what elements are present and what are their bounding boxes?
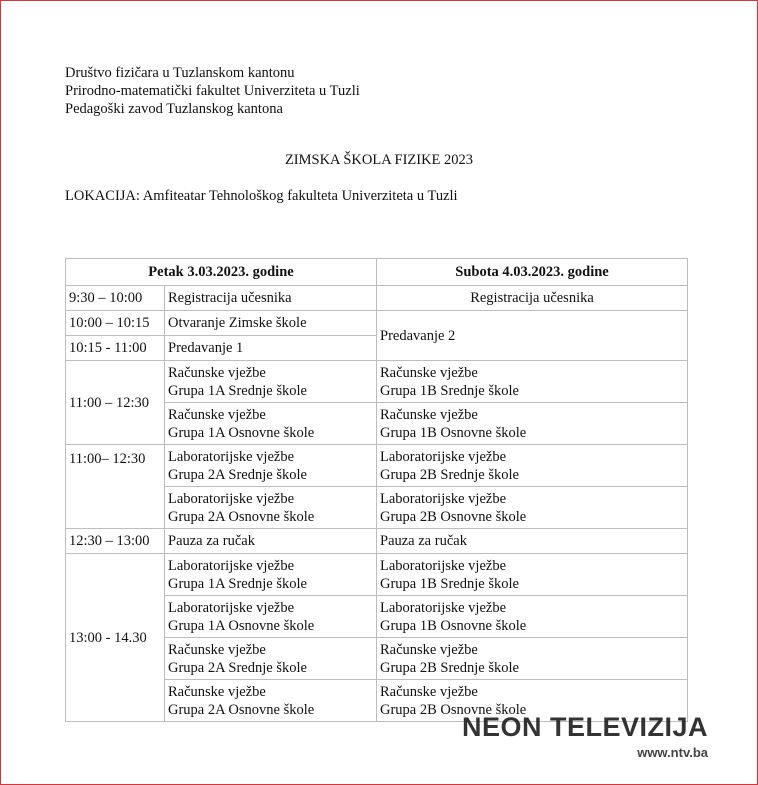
time-cell: 10:00 – 10:15 bbox=[66, 311, 165, 336]
group-label: Grupa 2B Srednje škole bbox=[380, 466, 519, 483]
friday-cell: Otvaranje Zimske škole bbox=[165, 311, 377, 336]
group-label: Grupa 1A Osnovne škole bbox=[168, 424, 315, 441]
group-label: Grupa 1A Srednje škole bbox=[168, 382, 307, 399]
document-title: ZIMSKA ŠKOLA FIZIKE 2023 bbox=[284, 152, 474, 168]
activity-label: Računske vježbe bbox=[168, 641, 266, 658]
friday-cell: Predavanje 1 bbox=[165, 336, 377, 361]
friday-cell bbox=[165, 487, 377, 529]
group-label: Grupa 2B Srednje škole bbox=[380, 659, 519, 676]
organizer-line-3: Pedagoški zavod Tuzlanskog kantona bbox=[65, 101, 283, 117]
friday-cell bbox=[165, 680, 377, 722]
group-label: Grupa 2A Osnovne škole bbox=[168, 701, 315, 718]
saturday-cell bbox=[377, 403, 688, 445]
activity-label: Laboratorijske vježbe bbox=[168, 557, 295, 574]
friday-cell bbox=[165, 638, 377, 680]
activity-label: Računske vježbe bbox=[380, 406, 478, 423]
location-line: LOKACIJA: Amfiteatar Tehnološkog fakulteta Univerziteta u Tuzli bbox=[65, 188, 458, 204]
saturday-cell: Pauza za ručak bbox=[377, 529, 688, 554]
activity-label: Računske vježbe bbox=[380, 683, 478, 700]
time-cell: 9:30 – 10:00 bbox=[66, 286, 165, 311]
time-cell: 13:00 - 14.30 bbox=[66, 554, 165, 722]
activity-label: Računske vježbe bbox=[168, 406, 266, 423]
group-label: Grupa 1B Osnovne škole bbox=[380, 424, 527, 441]
time-cell: 11:00– 12:30 bbox=[66, 445, 165, 529]
organizer-line-1: Društvo fizičara u Tuzlanskom kantonu bbox=[65, 65, 295, 81]
activity-label: Računske vježbe bbox=[168, 364, 266, 381]
friday-column-header: Petak 3.03.2023. godine bbox=[66, 259, 377, 286]
schedule-table bbox=[65, 258, 688, 722]
friday-cell: Registracija učesnika bbox=[165, 286, 377, 311]
group-label: Grupa 2B Osnovne škole bbox=[380, 508, 527, 525]
friday-cell bbox=[165, 445, 377, 487]
tv-watermark bbox=[462, 712, 708, 760]
activity-label: Računske vježbe bbox=[380, 364, 478, 381]
time-cell: 12:30 – 13:00 bbox=[66, 529, 165, 554]
activity-label: Laboratorijske vježbe bbox=[380, 557, 507, 574]
table-row bbox=[66, 529, 688, 554]
organizers-header bbox=[65, 64, 360, 118]
activity-label: Laboratorijske vježbe bbox=[380, 448, 507, 465]
saturday-cell bbox=[377, 596, 688, 638]
group-label: Grupa 1A Srednje škole bbox=[168, 575, 307, 592]
saturday-cell bbox=[377, 361, 688, 403]
saturday-column-header: Subota 4.03.2023. godine bbox=[377, 259, 688, 286]
activity-label: Računske vježbe bbox=[380, 641, 478, 658]
group-label: Grupa 2A Srednje škole bbox=[168, 659, 307, 676]
activity-label: Računske vježbe bbox=[168, 683, 266, 700]
friday-cell: Pauza za ručak bbox=[165, 529, 377, 554]
time-cell: 10:15 - 11:00 bbox=[66, 336, 165, 361]
friday-cell bbox=[165, 554, 377, 596]
group-label: Grupa 2A Osnovne škole bbox=[168, 508, 315, 525]
group-label: Grupa 1B Srednje škole bbox=[380, 382, 519, 399]
saturday-cell bbox=[377, 638, 688, 680]
group-label: Grupa 1A Osnovne škole bbox=[168, 617, 315, 634]
group-label: Grupa 2A Srednje škole bbox=[168, 466, 307, 483]
saturday-cell: Registracija učesnika bbox=[377, 286, 688, 311]
activity-label: Laboratorijske vježbe bbox=[168, 490, 295, 507]
friday-cell bbox=[165, 403, 377, 445]
table-row bbox=[66, 311, 688, 336]
group-label: Grupa 1B Osnovne škole bbox=[380, 617, 527, 634]
saturday-cell bbox=[377, 487, 688, 529]
saturday-cell bbox=[377, 445, 688, 487]
table-row bbox=[66, 361, 688, 403]
activity-label: Laboratorijske vježbe bbox=[168, 448, 295, 465]
activity-label: Laboratorijske vježbe bbox=[380, 599, 507, 616]
table-row bbox=[66, 445, 688, 487]
group-label: Grupa 1B Srednje škole bbox=[380, 575, 519, 592]
time-cell: 11:00 – 12:30 bbox=[66, 361, 165, 445]
friday-cell bbox=[165, 596, 377, 638]
activity-label: Laboratorijske vježbe bbox=[168, 599, 295, 616]
saturday-cell: Predavanje 2 bbox=[377, 311, 688, 361]
activity-label: Laboratorijske vježbe bbox=[380, 490, 507, 507]
table-row bbox=[66, 554, 688, 596]
watermark-url: www.ntv.ba bbox=[637, 745, 708, 760]
friday-cell bbox=[165, 361, 377, 403]
saturday-cell bbox=[377, 554, 688, 596]
table-header-row bbox=[66, 259, 688, 286]
table-row bbox=[66, 286, 688, 311]
watermark-brand: NEON TELEVIZIJA bbox=[461, 712, 708, 742]
group-label: Grupa 2B Osnovne škole bbox=[380, 701, 527, 718]
organizer-line-2: Prirodno-matematički fakultet Univerziteta u Tuzli bbox=[65, 83, 360, 99]
